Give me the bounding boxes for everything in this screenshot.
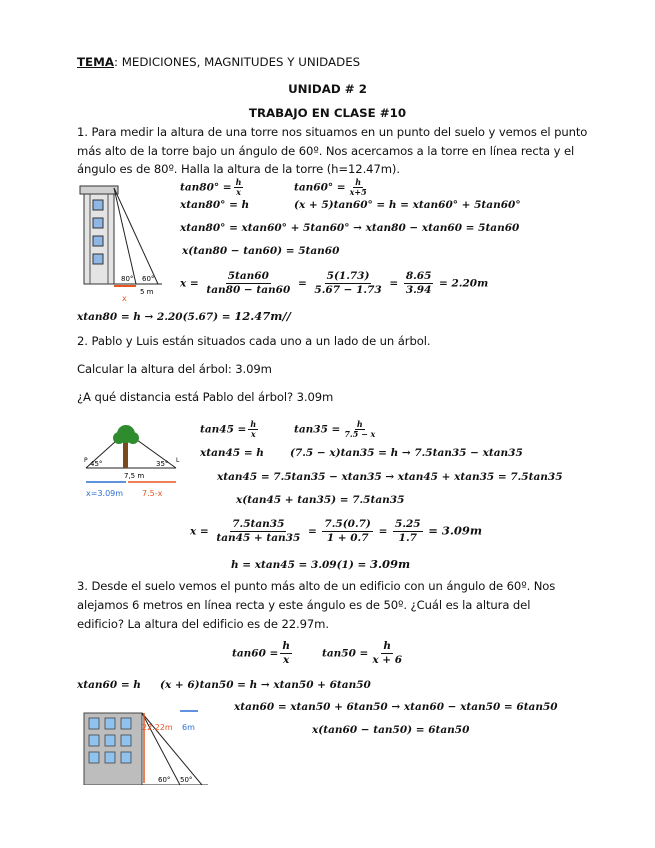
tree-rest-label: 7.5-x: [142, 489, 163, 498]
p2-eq-b: (7.5 − x)tan35 = h → 7.5tan35 − xtan35: [290, 447, 523, 459]
p1-eq-f: xtan80 = h → 2.20(5.67) = 12.47m//: [77, 309, 291, 323]
tree-x-label: x=3.09m: [86, 489, 124, 498]
problem1-line1: 1. Para medir la altura de una torre nos situamos en un punto del suelo y vemos el punto: [77, 125, 588, 139]
p3-eq-b: (x + 6)tan50 = h → xtan50 + 6tan50: [160, 679, 371, 691]
p1-eq-tan60: tan60° = $\frac{h}{x+5}$: [294, 177, 367, 197]
tree-figure: [84, 418, 184, 503]
tree-distance: 7,5 m: [124, 472, 145, 480]
p1-eq-b: (x + 5)tan60° = h = xtan60° + 5tan60°: [294, 199, 521, 211]
problem1-line2: más alto de la torre bajo un ángulo de 60º. Nos acercamos a la torre en línea recta y el: [77, 144, 575, 158]
tower-x-label: x: [122, 294, 127, 303]
p1-eq-d: x(tan80 − tan60) = 5tan60: [182, 245, 340, 257]
building-six-label: 6m: [182, 723, 195, 732]
p1-eq-tan80: tan80° = $\frac{h}{x}$: [180, 177, 242, 197]
problem2-line3: ¿A qué distancia está Pablo del árbol? 3.09m: [77, 390, 334, 404]
p3-eq-a: xtan60 = h: [77, 679, 141, 691]
tree-angle-45: 45°: [90, 460, 103, 468]
building-height-label: 22.22m: [142, 723, 173, 732]
p2-eq-f: h = xtan45 = 3.09(1) = 3.09m: [231, 557, 411, 571]
problem3-line2: alejamos 6 metros en línea recta y este ángulo es de 50º. ¿Cuál es la altura del: [77, 598, 531, 612]
p2-eq-a: xtan45 = h: [200, 447, 264, 459]
tower-angle-80: 80°: [121, 275, 134, 283]
p2-eq-c: xtan45 = 7.5tan35 − xtan35 → xtan45 + xtan35 = 7.5tan35: [217, 471, 563, 483]
building-angle-50: 50°: [180, 776, 193, 784]
problem2-line1: 2. Pablo y Luis están situados cada uno a un lado de un árbol.: [77, 334, 431, 348]
p2-eq-d: x(tan45 + tan35) = 7.5tan35: [236, 494, 405, 506]
tower-distance: 5 m: [140, 288, 154, 296]
p3-eq-c: xtan60 = xtan50 + 6tan50 → xtan60 − xtan50 = 6tan50: [234, 701, 558, 713]
p3-eq-tan50: tan50 = $\frac{h}{x + 6}$: [322, 640, 403, 666]
problem2-line2: Calcular la altura del árbol: 3.09m: [77, 362, 272, 376]
building-angle-60: 60°: [158, 776, 171, 784]
tree-label-p: P: [84, 457, 88, 464]
p2-eq-e: x = $\frac{7.5\tan 35}{\tan 45 + \tan 35}$ = $\frac{7.5(0.7)}{1 + 0.7}$ = $\frac{5.25}{1.7}$ = 3.09m: [190, 518, 483, 544]
tower-figure: [78, 182, 168, 304]
p3-eq-tan60: tan60 = $\frac{h}{x}$: [232, 640, 290, 666]
unit-title: UNIDAD # 2: [288, 82, 367, 96]
building-figure: [80, 703, 220, 785]
p1-eq-e: x = $\frac{5\tan 60}{\tan 80 - \tan 60}$ = $\frac{5(1.73)}{5.67 - 1.73}$ = $\frac{8.65}{3.94}$ = 2.20m: [180, 270, 489, 296]
topic-text: : MEDICIONES, MAGNITUDES Y UNIDADES: [113, 55, 361, 69]
tower-angle-60: 60°: [142, 275, 155, 283]
topic-label: TEMA: [77, 55, 114, 69]
problem3-line3: edificio? La altura del edificio es de 22.97m.: [77, 617, 329, 631]
topic-line: [77, 55, 360, 69]
tree-label-l: L: [176, 457, 180, 464]
p3-eq-d: x(tan60 − tan50) = 6tan50: [312, 724, 470, 736]
p1-eq-c: xtan80° = xtan60° + 5tan60° → xtan80 − xtan60 = 5tan60: [180, 222, 520, 234]
p2-eq-tan35: tan35 = $\frac{h}{7.5 - x}$: [294, 419, 376, 439]
tree-angle-35: 35°: [156, 460, 169, 468]
p1-eq-a: xtan80° = h: [180, 199, 250, 211]
p2-eq-tan45: tan45 = $\frac{h}{x}$: [200, 419, 257, 439]
class-work-title: TRABAJO EN CLASE #10: [248, 106, 407, 120]
problem3-line1: 3. Desde el suelo vemos el punto más alto de un edificio con un ángulo de 60º. Nos: [77, 579, 556, 593]
problem1-line3: ángulo es de 80º. Halla la altura de la torre (h=12.47m).: [77, 162, 400, 176]
